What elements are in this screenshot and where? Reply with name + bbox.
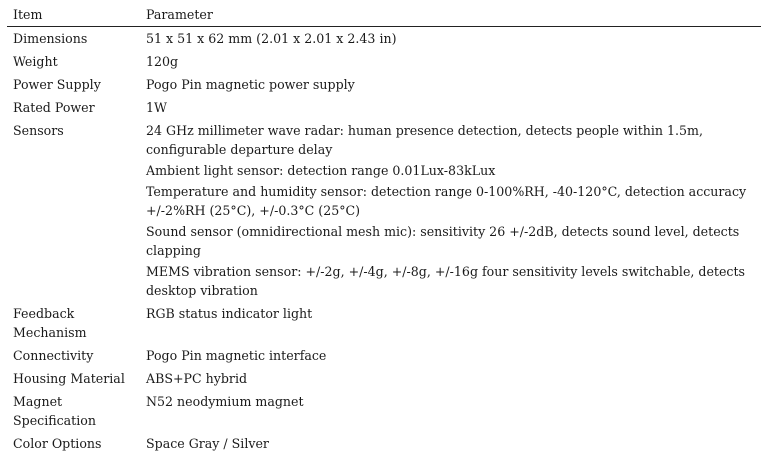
parameter-text: ABS+PC hybrid: [146, 371, 248, 386]
row-item: Sensors: [13, 123, 64, 138]
row-parameter: [140, 27, 761, 51]
parameter-text: N52 neodymium magnet: [146, 394, 304, 409]
row-item: Magnet Specification: [13, 394, 96, 428]
parameter-text: 120g: [146, 54, 179, 69]
parameter-text: Pogo Pin magnetic power supply: [146, 77, 355, 92]
row-parameter: [140, 96, 761, 119]
table-row: [7, 390, 761, 432]
header-item: Item: [7, 3, 140, 27]
row-item: Housing Material: [13, 371, 125, 386]
row-item: Color Options: [13, 436, 102, 451]
row-parameter: [140, 50, 761, 73]
table-row: [7, 50, 761, 73]
row-item: Weight: [13, 54, 58, 69]
parameter-text: Pogo Pin magnetic interface: [146, 348, 327, 363]
header-parameter: Parameter: [140, 3, 761, 27]
sensor-light-text: Ambient light sensor: detection range 0.01Lux-83kLux: [146, 163, 496, 178]
table-row: [7, 96, 761, 119]
row-parameter: [140, 119, 761, 302]
sensor-temp-humidity-text: Temperature and humidity sensor: detection range 0-100%RH, -40-120°C, detection accuracy +/-2%RH (25°C), +/-0.3°C (25°C): [146, 184, 747, 218]
row-parameter: [140, 390, 761, 432]
parameter-text: RGB status indicator light: [146, 306, 313, 321]
table-row: [7, 73, 761, 96]
parameter-text: 1W: [146, 100, 167, 115]
row-item: Connectivity: [13, 348, 94, 363]
row-parameter: [140, 302, 761, 344]
table-row: [7, 344, 761, 367]
sensor-sound-text: Sound sensor (omnidirectional mesh mic): sensitivity 26 +/-2dB, detects sound level, detects clapping: [146, 224, 740, 258]
parameter-text: 51 x 51 x 62 mm (2.01 x 2.01 x 2.43 in): [146, 31, 397, 46]
row-item: Dimensions: [13, 31, 88, 46]
row-parameter: [140, 367, 761, 390]
table-row: [7, 27, 761, 51]
row-item: Rated Power: [13, 100, 95, 115]
table-row: [7, 432, 761, 455]
row-parameter: [140, 432, 761, 455]
sensor-vibration-text: MEMS vibration sensor: +/-2g, +/-4g, +/-8g, +/-16g four sensitivity levels switchable, detects desktop vibration: [146, 264, 746, 298]
sensor-radar-text: 24 GHz millimeter wave radar: human presence detection, detects people within 1.5m, configurable departure delay: [146, 123, 703, 157]
row-item: Feedback Mechanism: [13, 306, 87, 340]
row-parameter: [140, 73, 761, 96]
table-row: [7, 367, 761, 390]
table-row: [7, 302, 761, 344]
parameter-text: Space Gray / Silver: [146, 436, 269, 451]
row-parameter: [140, 344, 761, 367]
spec-table: [7, 3, 761, 455]
spec-document: [7, 3, 761, 455]
table-row: [7, 119, 761, 302]
row-item: Power Supply: [13, 77, 101, 92]
table-header-row: [7, 3, 761, 27]
